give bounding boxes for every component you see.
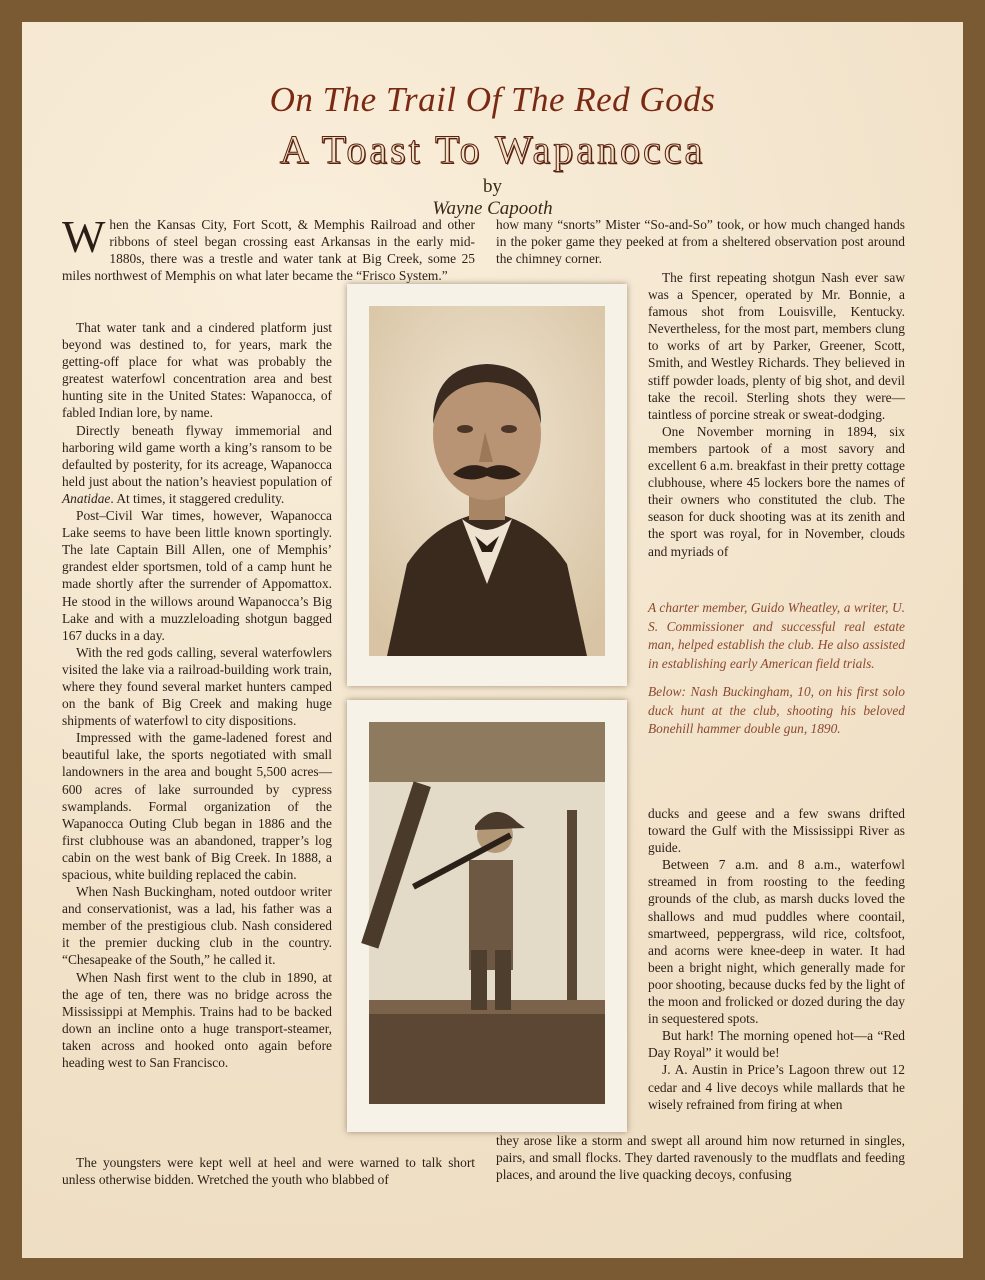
paragraph: they arose like a storm and swept all around him now returned in singles, pairs, and small flocks. They darted ravenously to the mudflats and feeding places, and around the live quacking decoys, confusing — [496, 1133, 905, 1183]
italic-term: Anatidae — [62, 490, 111, 506]
paragraph: Post–Civil War times, however, Wapanocca Lake seems to have been little known sportingly. The late Captain Bill Allen, one of Memphis’ grandest elder sportsmen, told of a camp hunt he made shortly after the surrender of Appomattox. He stood in the willows around Wapanocca’s Big Lake and with a muzzleloading shotgun bagged 167 ducks in a day. — [62, 508, 332, 643]
caption-bottom: Below: Nash Buckingham, 10, on his first solo duck hunt at the club, shooting his beloved Bonehill hammer double gun, 1890. — [648, 684, 905, 736]
drop-cap: W — [62, 211, 106, 262]
paragraph: That water tank and a cindered platform just beyond was destined to, for years, mark the getting-off place for what was probably the greatest waterfowl concentration area and best hunting site in the United States: Wapanocca, of fabled Indian lore, by name. — [62, 320, 332, 421]
paragraph: With the red gods calling, several waterfowlers visited the lake via a railroad-building work train, where they found several market hunters camped on the bank of Big Creek and making huge shipments of waterfowl to city dispositions. — [62, 644, 332, 729]
boy-photo-frame — [347, 700, 627, 1132]
paragraph: how many “snorts” Mister “So-and-So” took, or how much changed hands in the poker game they peeked at from a sheltered observation post around the chimney corner. — [496, 217, 905, 267]
portrait-photo-frame — [347, 284, 627, 686]
byline-author: Wayne Capooth — [432, 198, 553, 219]
article-kicker: On The Trail Of The Red Gods — [269, 80, 716, 119]
paragraph: ducks and geese and a few swans drifted toward the Gulf with the Mississippi River as guide. — [648, 806, 905, 856]
paragraph: J. A. Austin in Price’s Lagoon threw out 12 cedar and 4 live decoys while mallards that he wisely refrained from firing at when — [648, 1062, 905, 1112]
boy-hunting-photo — [347, 700, 627, 1132]
right-column-tail — [496, 1132, 905, 1183]
paragraph: When Nash Buckingham, noted outdoor writer and conservationist, was a lad, his father was a member of the prestigious club. Nash considered it the premier ducking club in the country. “Chesapeake of the South,” he called it. — [62, 884, 332, 968]
paragraph: The first repeating shotgun Nash ever saw was a Spencer, operated by Mr. Bonnie, a famous shot from Louisville, Kentucky. Nevertheless, for the most part, members clung to works of art by Parker, Greener, Scott, Smith, and Westley Richards. They believed in stiff powder loads, plenty of big shot, and devil take the recoil. Sterling shots they were—taintless of porcine streak or sweat-dodging. — [648, 270, 905, 422]
paragraph: One November morning in 1894, six members partook of a most savory and excellent 6 a.m. breakfast in their pretty cottage clubhouse, where 45 lockers bore the names of their owners who constituted the club. The season for duck shooting was at its zenith and the sport was royal, for in November, clouds and myriads of — [648, 423, 905, 559]
paragraph: Directly beneath flyway immemorial and harboring wild game worth a king’s ransom to be defaulted by posterity, for its acreage, Wapanocca held just about the nation’s heaviest population of — [62, 422, 332, 489]
right-column-top — [496, 216, 905, 267]
paragraph: . At times, it staggered credulity. — [110, 490, 285, 506]
article-title: A Toast To Wapanocca — [279, 127, 706, 172]
caption-top: A charter member, Guido Wheatley, a writer, U. S. Commissioner and successful real estate man, helped establish the club. He also assisted in establishing early American field trials. — [648, 600, 905, 671]
portrait-photo — [347, 284, 627, 686]
photo-captions — [648, 599, 905, 749]
paragraph: Between 7 a.m. and 8 a.m., waterfowl streamed in from roosting to the feeding grounds of the club, as marsh ducks loved the shallows and mud puddles where coontail, smartweed, peppergrass, wild rice, coltsfoot, and acorns were knee-deep in water. It had been a bright night, which generally made for poor shooting, because ducks fed by the light of the moon and frolicked or dozed during the day in sequestered spots. — [648, 857, 905, 1027]
paragraph: hen the Kansas City, Fort Scott, & Memphis Railroad and other ribbons of steel began crossing east Arkansas in the early mid-1880s, there was a trestle and water tank at Big Creek, some 25 miles northwest of Memphis on what later became the “Frisco System.” — [62, 217, 475, 284]
paragraph: When Nash first went to the club in 1890, at the age of ten, there was no bridge across the Mississippi at Memphis. Trains had to be backed down an incline onto a huge transport-steamer, taken across and hooked onto again before heading west to San Francisco. — [62, 969, 332, 1071]
paragraph: The youngsters were kept well at heel and were warned to talk short unless otherwise bidden. Wretched the youth who blabbed of — [62, 1155, 475, 1188]
right-column-lower — [648, 805, 905, 1113]
magazine-page — [22, 22, 963, 1258]
paragraph: But hark! The morning opened hot—a “Red Day Royal” it would be! — [648, 1028, 905, 1061]
left-column-tail — [62, 1154, 475, 1188]
left-column-body — [62, 319, 332, 1071]
paragraph: Impressed with the game-ladened forest and beautiful lake, the sports negotiated with small landowners in the area and bought 5,500 acres—600 acres of lake surrounded by cypress swamplands. Formal organization of the Wapanocca Outing Club began in 1886 and the first clubhouse was an abandoned, trapper’s log cabin on the west bank of Big Creek. In 1888, a spacious, white building replaced the cabin. — [62, 730, 332, 882]
byline-by: by — [483, 176, 502, 197]
right-column-body — [648, 269, 905, 560]
left-column-intro — [62, 211, 475, 284]
